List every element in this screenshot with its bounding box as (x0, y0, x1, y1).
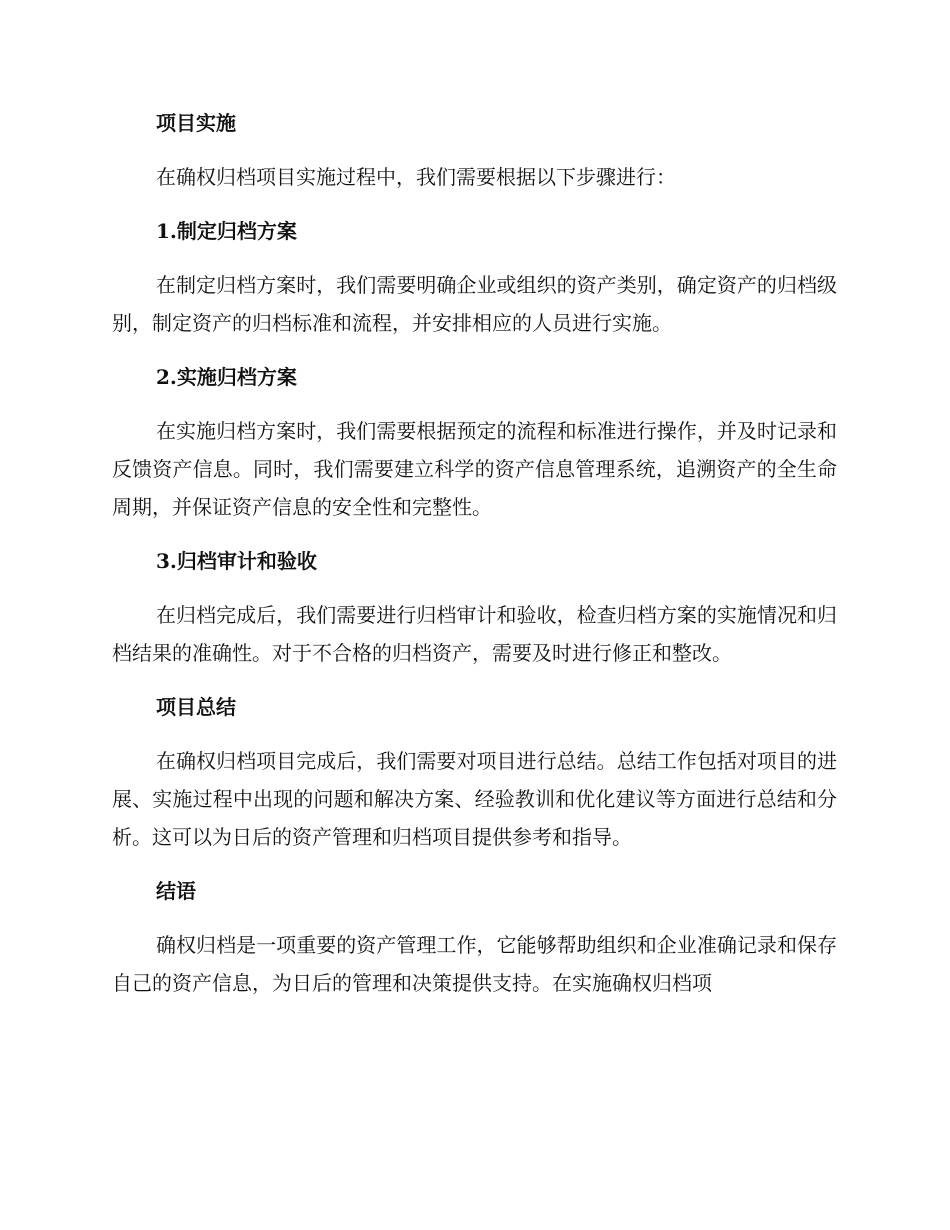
section-paragraph-step-3: 在归档完成后，我们需要进行归档审计和验收，检查归档方案的实施情况和归档结果的准确性。对于不合格的归档资产，需要及时进行修正和整改。 (112, 603, 837, 665)
section-heading-implementation: 项目实施 (156, 111, 236, 135)
document-body (112, 104, 837, 1002)
section-paragraph-step-2: 在实施归档方案时，我们需要根据预定的流程和标准进行操作，并及时记录和反馈资产信息。同时，我们需要建立科学的资产信息管理系统，追溯资产的全生命周期，并保证资产信息的安全性和完整性。 (112, 419, 837, 519)
section-paragraph-summary: 在确权归档项目完成后，我们需要对项目进行总结。总结工作包括对项目的进展、实施过程中出现的问题和解决方案、经验教训和优化建议等方面进行总结和分析。这可以为日后的资产管理和归档项目提供参考和指导。 (112, 749, 837, 849)
section-heading-step-3: 3.归档审计和验收 (156, 549, 317, 573)
section-paragraph-step-1: 在制定归档方案时，我们需要明确企业或组织的资产类别，确定资产的归档级别，制定资产的归档标准和流程，并安排相应的人员进行实施。 (112, 273, 837, 335)
section-heading-step-1: 1.制定归档方案 (156, 219, 297, 243)
section-paragraph-conclusion: 确权归档是一项重要的资产管理工作，它能够帮助组织和企业准确记录和保存自己的资产信息，为日后的管理和决策提供支持。在实施确权归档项 (112, 933, 837, 995)
section-heading-step-2: 2.实施归档方案 (156, 365, 297, 389)
section-heading-conclusion: 结语 (156, 879, 196, 903)
section-heading-summary: 项目总结 (156, 695, 236, 719)
section-paragraph-implementation: 在确权归档项目实施过程中，我们需要根据以下步骤进行： (156, 165, 676, 189)
